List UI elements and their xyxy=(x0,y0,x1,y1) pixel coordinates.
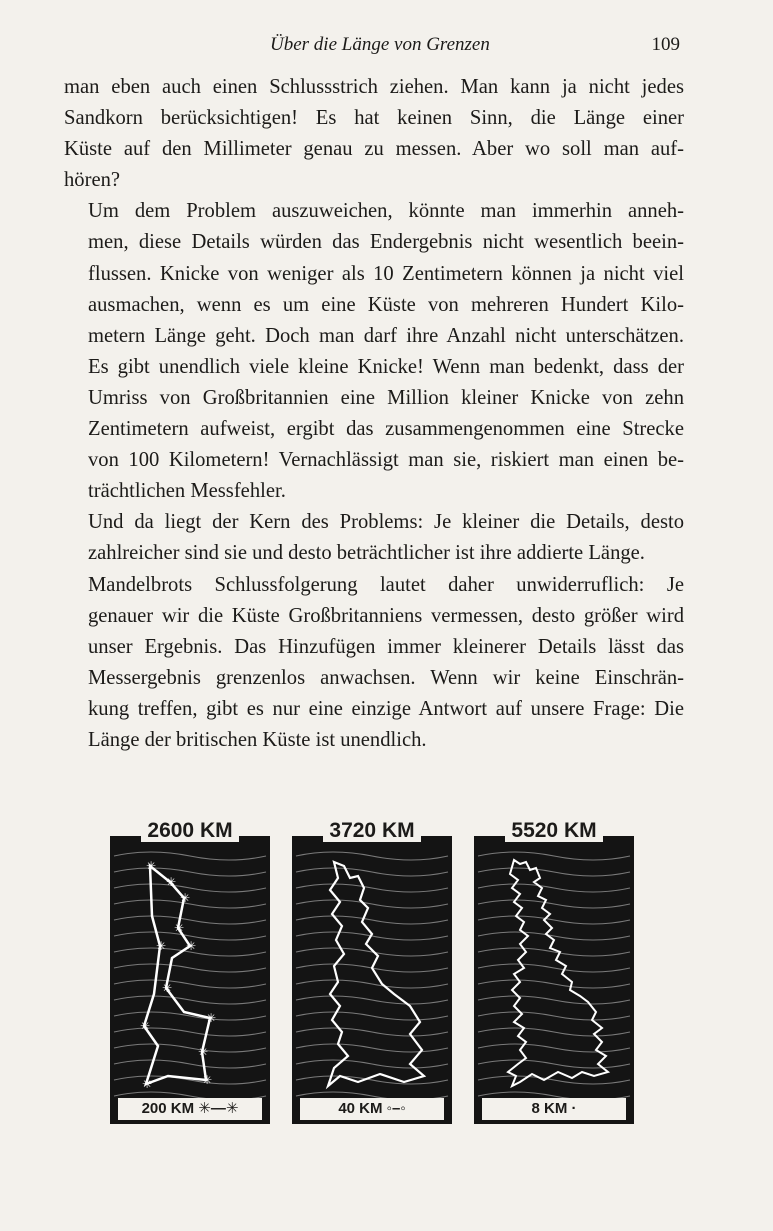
text-line: man eben auch einen Schlussstrich ziehen. Man kann ja nicht jedes xyxy=(64,76,684,98)
paragraph xyxy=(64,570,684,757)
step-length-label: 8 KM · xyxy=(482,1098,626,1120)
body-text xyxy=(64,72,684,756)
total-length-label: 3720 KM xyxy=(292,818,452,844)
svg-text:✳: ✳ xyxy=(180,891,191,905)
svg-text:✳: ✳ xyxy=(186,939,197,953)
coastline-panel-8km xyxy=(474,818,634,1128)
text-line: Länge der britischen Küste ist unendlich. xyxy=(88,728,427,751)
text-line: Messergebnis grenzenlos anwachsen. Wenn wir keine Einschrän- xyxy=(88,666,684,689)
text-line: genauer wir die Küste Großbritanniens vermessen, desto größer wird xyxy=(88,604,684,627)
page-number: 109 xyxy=(651,34,680,55)
paragraph xyxy=(64,507,684,569)
paragraph xyxy=(64,72,684,196)
text-line: kung treffen, gibt es nur eine einzige Antwort auf unsere Frage: Die xyxy=(88,697,684,720)
text-line: hören? xyxy=(64,169,121,192)
polygon-map-200km xyxy=(110,836,270,1124)
polygon-map-40km xyxy=(292,836,452,1124)
svg-text:✳: ✳ xyxy=(140,1019,151,1033)
step-length-label: 40 KM ◦–◦ xyxy=(300,1098,444,1120)
svg-text:✳: ✳ xyxy=(206,1011,217,1025)
text-line: Es gibt unendlich viele kleine Knicke! Wenn man bedenkt, dass der xyxy=(88,355,684,378)
coastline-figure xyxy=(110,818,640,1138)
paragraph xyxy=(64,196,684,507)
running-title: Über die Länge von Grenzen xyxy=(270,34,490,55)
polygon-map-8km xyxy=(474,836,634,1124)
svg-text:✳: ✳ xyxy=(142,1077,153,1091)
text-line: Mandelbrots Schlussfolgerung lautet daher unwiderruflich: Je xyxy=(88,573,684,596)
svg-text:✳: ✳ xyxy=(146,859,157,873)
text-line: unser Ergebnis. Das Hinzufügen immer kleinerer Details lässt das xyxy=(88,635,684,658)
total-length-label: 2600 KM xyxy=(110,818,270,844)
text-line: Um dem Problem auszuweichen, könnte man immerhin anneh- xyxy=(88,200,684,223)
svg-text:✳: ✳ xyxy=(162,981,173,995)
text-line: Und da liegt der Kern des Problems: Je kleiner die Details, desto xyxy=(88,511,684,534)
text-line: men, diese Details würden das Endergebnis nicht wesentlich beein- xyxy=(88,231,684,254)
text-line: ausmachen, wenn es um eine Küste von mehreren Hundert Kilo- xyxy=(88,293,684,316)
svg-text:✳: ✳ xyxy=(174,921,185,935)
text-line: metern Länge geht. Doch man darf ihre Anzahl nicht unterschätzen. xyxy=(88,324,684,347)
svg-text:✳: ✳ xyxy=(198,1045,209,1059)
text-line: flussen. Knicke von weniger als 10 Zentimetern können ja nicht viel xyxy=(88,262,684,285)
text-line: Sandkorn berücksichtigen! Es hat keinen Sinn, die Länge einer xyxy=(64,107,684,130)
text-line: zahlreicher sind sie und desto beträchtlicher ist ihre addierte Länge. xyxy=(88,542,645,565)
svg-text:✳: ✳ xyxy=(166,875,177,889)
text-line: Umriss von Großbritannien eine Million kleiner Knicke von zehn xyxy=(88,386,684,409)
coastline-panel-40km xyxy=(292,818,452,1128)
text-line: trächtlichen Messfehler. xyxy=(88,480,286,503)
step-length-label: 200 KM ✳—✳ xyxy=(118,1098,262,1120)
text-line: Küste auf den Millimeter genau zu messen. Aber wo soll man auf- xyxy=(64,138,684,161)
svg-text:✳: ✳ xyxy=(202,1073,213,1087)
text-line: Zentimetern aufweist, ergibt das zusammengenommen eine Strecke xyxy=(88,418,684,441)
svg-text:✳: ✳ xyxy=(156,939,167,953)
coastline-panel-200km xyxy=(110,818,270,1128)
total-length-label: 5520 KM xyxy=(474,818,634,844)
running-header xyxy=(270,34,700,60)
text-line: von 100 Kilometern! Vernachlässigt man sie, riskiert man einen be- xyxy=(88,449,684,472)
